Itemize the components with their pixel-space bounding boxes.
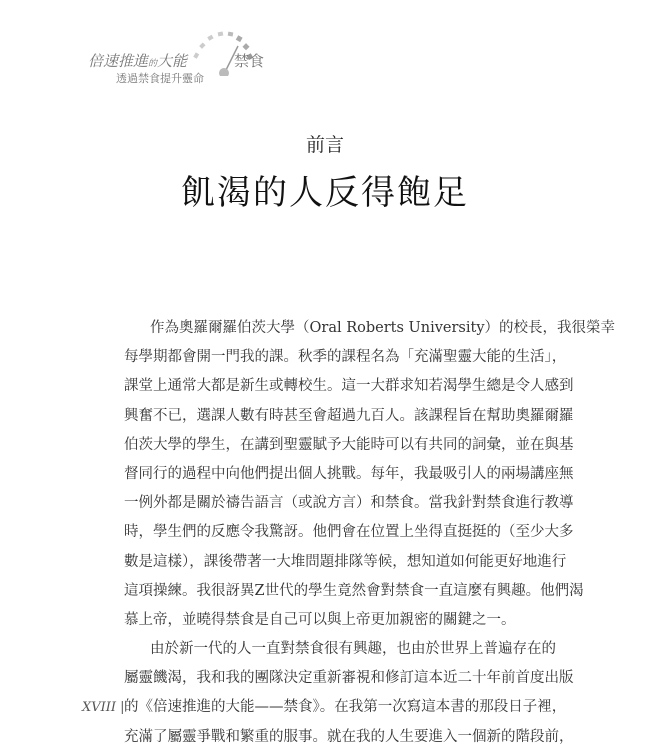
section-label: 前言 [305, 134, 344, 156]
text-line: 督同行的過程中向他們提出個人挑戰。每年，我最吸引人的兩場講座無 [124, 465, 574, 482]
text-line: 興奮不已，選課人數有時甚至會超過九百人。該課程旨在幫助奧羅爾羅 [124, 407, 574, 424]
text-line: 數是這樣），課後帶著一大堆問題排隊等候，想知道如何能更好地進行 [124, 553, 567, 570]
text-line: 課堂上通常大都是新生或轉校生。這一大群求知若渴學生總是令人感到 [124, 378, 574, 395]
text-line: 作為奧羅爾羅伯茨大學（Oral Roberts University）的校長，我很榮幸 [150, 320, 616, 336]
paragraph [124, 314, 616, 635]
text-line: 一例外都是關於禱告語言（或說方言）和禁食。當我針對禁食進行教導 [124, 495, 574, 512]
book-title: 倍速推進的大能 [88, 52, 188, 70]
chapter-title: 飢渴的人反得飽足 [181, 173, 469, 213]
text-line: 每學期都會開一門我的課。秋季的課程名為「充滿聖靈大能的生活」， [124, 349, 567, 366]
text-line: 慕上帝，並曉得禁食是自己可以與上帝更加親密的關鍵之一。 [124, 611, 516, 628]
text-line: 屬靈饑渴，我和我的團隊決定重新審視和修訂這本近二十年前首度出版 [124, 670, 574, 687]
text-line: 這項操練。我很訝異Z世代的學生竟然會對禁食一直這麼有興趣。他們渴 [124, 582, 584, 599]
paragraph [124, 635, 574, 752]
running-header [88, 42, 268, 87]
text-line: 伯茨大學的學生，在講到聖靈賦予大能時可以有共同的詞彙，並在與基 [124, 436, 574, 453]
body-text [124, 314, 616, 752]
text-line: 時，學生們的反應令我驚訝。他們會在位置上坐得直挺挺的（至少大多 [124, 524, 574, 541]
page-number: XVIII | [82, 700, 125, 715]
text-line: 的《倍速推進的大能——禁食》。在我第一次寫這本書的那段日子裡， [124, 699, 567, 716]
text-line: 由於新一代的人一直對禁食很有興趣，也由於世界上普遍存在的 [150, 641, 556, 658]
book-subtitle: 透過禁食提升靈命 [116, 72, 204, 85]
book-title-tail: 禁食 [234, 52, 265, 70]
text-line: 充滿了屬靈爭戰和繁重的服事。就在我的人生要進入一個新的階段前， [124, 728, 574, 745]
